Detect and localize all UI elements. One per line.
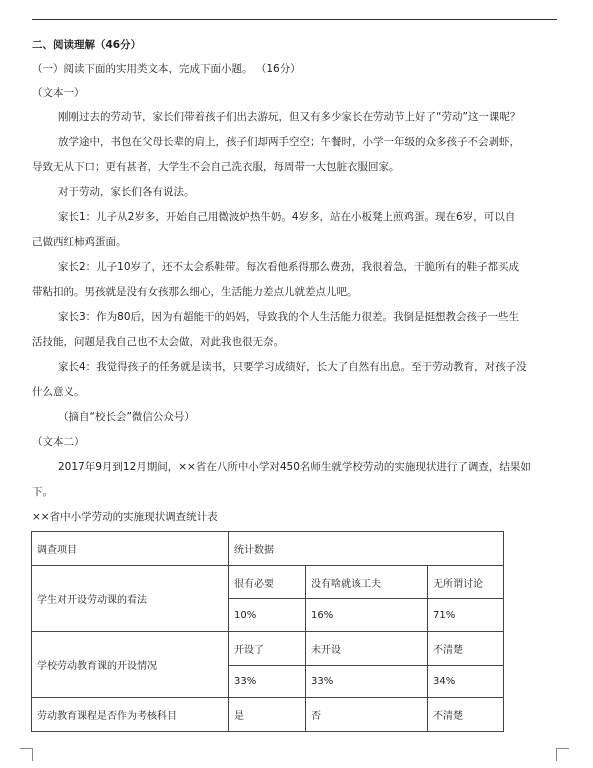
parent1-line: 家长1：儿子从2岁多，开始自己用微波炉热牛奶。4岁多，站在小板凳上煎鸡蛋。现在6岁，可以自 bbox=[58, 211, 516, 223]
text2-line: 2017年9月到12月期间，××省在八所中小学对450名师生就学校劳动的实施现状进行了调查，结果如 bbox=[58, 461, 531, 473]
parent3-line: 家长3：作为80后，因为有超能干的妈妈，导致我的个人生活能力很差。我倒是挺想教会孩子一些生 bbox=[58, 311, 520, 323]
value-cell: 34% bbox=[428, 666, 504, 698]
page-corner-mark bbox=[20, 748, 33, 761]
paragraph-line: 放学途中，书包在父母长辈的肩上，孩子们却两手空空；午餐时，小学一年级的众多孩子不会剥虾， bbox=[58, 136, 520, 148]
table-row bbox=[32, 698, 504, 732]
option-cell: 否 bbox=[306, 698, 428, 732]
parent4-line: 家长4：我觉得孩子的任务就是读书，只要学习成绩好，长大了自然有出息。至于劳动教育，对孩子没 bbox=[58, 361, 527, 373]
value-cell: 10% bbox=[229, 599, 306, 632]
option-cell: 是 bbox=[229, 698, 306, 732]
instruction-text: （一）阅读下面的实用类文本，完成下面小题。 （16分） bbox=[32, 63, 301, 75]
section-heading: 二、阅读理解（46分） bbox=[32, 39, 142, 51]
value-cell: 33% bbox=[306, 666, 428, 698]
row-item-cell: 劳动教育课程是否作为考核科目 bbox=[32, 698, 229, 732]
parent3-line: 活技能，问题是我自己也不太会做，对此我也很无奈。 bbox=[32, 336, 284, 348]
parent2-line: 家长2：儿子10岁了，还不太会系鞋带。每次看他系得那么费劲，我很着急，干脆所有的鞋子都买成 bbox=[58, 261, 520, 273]
text2-line: 下。 bbox=[32, 486, 53, 498]
paragraph-line: 导致无从下口；更有甚者，大学生不会自己洗衣服，每周带一大包脏衣服回家。 bbox=[32, 161, 400, 173]
paragraph-line: 刚刚过去的劳动节，家长们带着孩子们出去游玩，但又有多少家长在劳动节上好了“劳动”这一课呢？ bbox=[58, 111, 521, 123]
row-item-cell: 学校劳动教育课的开设情况 bbox=[32, 632, 229, 698]
table-header-row bbox=[32, 532, 504, 566]
paragraph-line: 对于劳动，家长们各有说法。 bbox=[58, 186, 195, 198]
parent1-line: 己做西红柿鸡蛋面。 bbox=[32, 236, 127, 248]
parent4-line: 什么意义。 bbox=[32, 386, 85, 398]
option-cell: 不清楚 bbox=[428, 632, 504, 666]
option-cell: 很有必要 bbox=[229, 566, 306, 599]
source-note: （摘自“校长会”微信公众号） bbox=[58, 411, 195, 423]
text2-label: （文本二） bbox=[32, 436, 85, 448]
table-title: ××省中小学劳动的实施现状调查统计表 bbox=[32, 511, 218, 523]
survey-table bbox=[31, 531, 504, 732]
row-item-cell: 学生对开设劳动课的看法 bbox=[32, 566, 229, 632]
option-cell: 没有啥就该工夫 bbox=[306, 566, 428, 599]
text1-label: （文本一） bbox=[32, 87, 85, 99]
table-row bbox=[32, 566, 504, 599]
header-item-cell: 调查项目 bbox=[32, 532, 229, 566]
value-cell: 71% bbox=[428, 599, 504, 632]
option-cell: 不清楚 bbox=[428, 698, 504, 732]
parent2-line: 带粘扣的。男孩就是没有女孩那么细心，生活能力差点儿就差点儿吧。 bbox=[32, 286, 358, 298]
header-stats-cell: 统计数据 bbox=[229, 532, 504, 566]
option-cell: 开设了 bbox=[229, 632, 306, 666]
page-corner-mark bbox=[556, 748, 569, 761]
table-row bbox=[32, 632, 504, 666]
value-cell: 33% bbox=[229, 666, 306, 698]
top-rule bbox=[32, 19, 557, 20]
option-cell: 未开设 bbox=[306, 632, 428, 666]
option-cell: 无所谓讨论 bbox=[428, 566, 504, 599]
value-cell: 16% bbox=[306, 599, 428, 632]
